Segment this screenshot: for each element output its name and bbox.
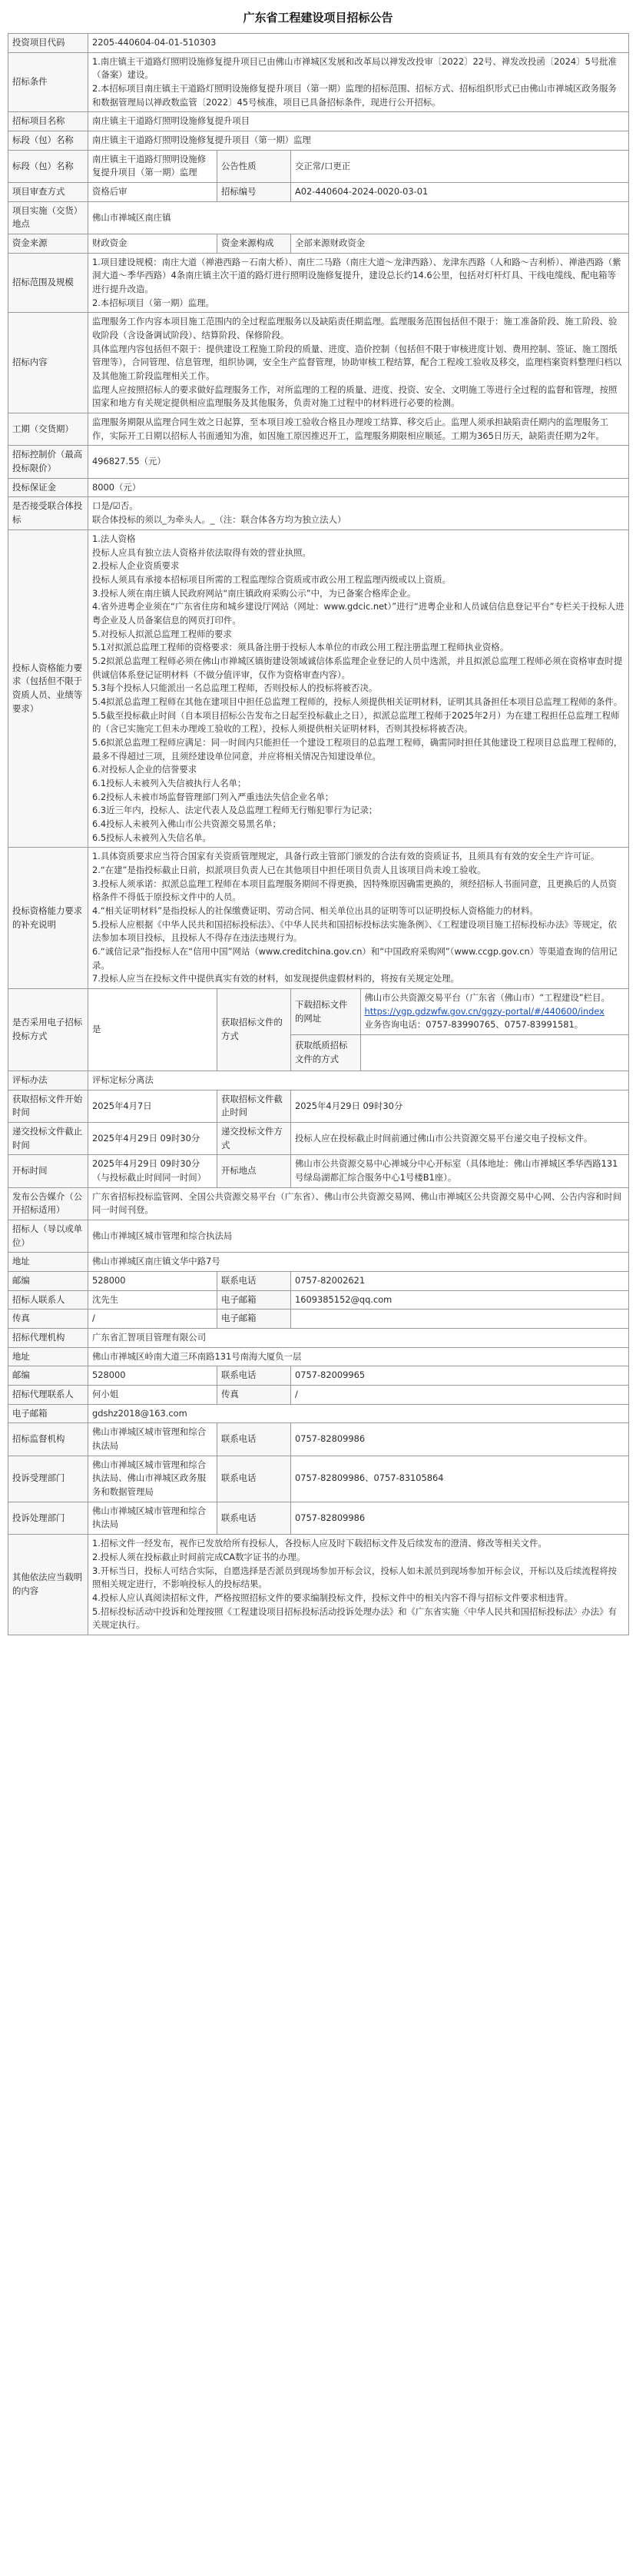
supervise-phone: 0757-82809986: [291, 1423, 629, 1456]
other-value: [88, 1535, 629, 1635]
qualification-item: 投标人须具有承接本招标项目所需的工程监理综合资质或市政公用工程监理丙级或以上资质。: [92, 573, 452, 585]
page-title: 广东省工程建设项目招标公告: [243, 11, 393, 25]
platform-value: 是: [88, 989, 217, 1071]
doc-end: 2025年4月29日 09时30分: [291, 1090, 629, 1122]
content-text-1: 监理服务工作内容本项目施工范围内的全过程监理服务以及缺陷责任期监理。监理服务范围包括但不限于：施工准备阶段、施工阶段、验收阶段（含设备调试阶段）、结算阶段、保修阶段。: [92, 316, 618, 341]
qualification-item: 投标人应具有独立法人资格并依法取得有效的营业执照。: [92, 546, 311, 558]
row-doc-time: [8, 1090, 629, 1122]
platform-label: 是否采用电子招标投标方式: [8, 989, 88, 1071]
qualification-item: 6.2投标人未被市场监督管理部门列入严重违法失信企业名单；: [92, 791, 334, 802]
agent-phone-label: 联系电话: [217, 1366, 291, 1386]
qualification-item: 4.省外进粤企业须在“广东省住房和城乡建设厅网站（网址：www.gdcic.net）”进行“进粤企业和人员诚信信息登记平台”专栏关于投标人进粤企业及人员备案信息的网页打印件。: [92, 601, 624, 626]
download-value: [360, 989, 628, 1035]
owner: 佛山市禅城区城市管理和综合执法局: [88, 1220, 629, 1253]
consortium-text-2: 联合体投标的须以_为牵头人。_（注：联合体各方均为独立法人）: [92, 514, 346, 526]
review-value: [88, 848, 629, 989]
price-value: 496827.55（元）: [88, 446, 629, 478]
row-agent-email: [8, 1404, 629, 1423]
paper-doc-label: 获取纸质招标文件的方式: [291, 1035, 360, 1071]
complaint-phone: 0757-82809986、0757-83105864: [291, 1456, 629, 1502]
qualification-item: 6.5投标人未被列入失信名单。: [92, 832, 211, 843]
scope-value: [88, 253, 629, 313]
email-label: 电子邮箱: [217, 1290, 291, 1310]
zip: 528000: [88, 1272, 217, 1291]
qualification-item: 6.3近三年内，投标人、法定代表人及总监理工程师无行贿犯罪行为记录；: [92, 805, 378, 816]
agent-person: 何小姐: [88, 1386, 217, 1405]
row-supervise: [8, 1423, 629, 1456]
doc-start-label: 获取招标文件开始时间: [8, 1090, 88, 1122]
section-name: 南庄镇主干道路灯照明设施修复提升项目（第一期）监理: [88, 131, 629, 151]
agent-person-label: 招标代理联系人: [8, 1386, 88, 1405]
row-section-name: [8, 131, 629, 151]
qualification-item: 5.2拟派总监理工程师必须在佛山市禅城区镇街建设领域诚信体系监理企业登记的人员中选派，并且拟派总监理工程师必须在资格审查时提供诚信体系登记证明材料（不做分值评审，仅作为资格审查内容）。: [92, 655, 623, 680]
row-method: [8, 1071, 629, 1090]
other-label: 其他依法应当载明的内容: [8, 1535, 88, 1635]
review-label: 投标资格能力要求的补充说明: [8, 848, 88, 989]
open-time: 2025年4月29日 09时30分（与投标截止时间同一时间）: [88, 1155, 217, 1187]
row-agent-person: [8, 1386, 629, 1405]
email: 1609385152@qq.com: [291, 1290, 629, 1310]
qualification-item: 5.5截至投标截止时间（自本项目招标公告发布之日起至投标截止之日），拟派总监理工程师于2025年2月）为在建工程担任总监理工程师的（含已实施完工但未办理竣工验收的工程），投标人须提供相关证明材料，否则其投标将被否决。: [92, 709, 620, 735]
media-label: 发布公告媒介（公开招标适用）: [8, 1187, 88, 1220]
row-fax: [8, 1310, 629, 1329]
row-code: [8, 34, 629, 53]
complaint: 佛山市禅城区城市管理和综合执法局、佛山市禅城区政务服务和数据管理局: [88, 1456, 217, 1502]
agent-fax: /: [291, 1386, 629, 1405]
content-text-3: 监理人应按照招标人的要求做好监理服务工作，对所监理的工程的质量、进度、投资、安全、文明施工等进行全过程的监督和管理，按照国家和地方有关规定提供相应监理服务及其他服务，负责对施工过程中的材料进行必要的检测。: [92, 383, 618, 409]
agent: 广东省汇智项目管理有限公司: [88, 1329, 629, 1348]
code-label: 投资项目代码: [8, 34, 88, 53]
submit-end: 2025年4月29日 09时30分: [88, 1123, 217, 1155]
qualification-item: 2.投标人企业资质要求: [92, 560, 180, 572]
qualification-label: 投标人资格能力要求（包括但不限于资质人员、业绩等要求）: [8, 529, 88, 847]
fund-ratio: 全部来源财政资金: [291, 234, 629, 254]
period-label: 工期（交货期）: [8, 413, 88, 446]
site: 佛山市禅城区南庄镇: [88, 201, 629, 234]
method-label: 评标办法: [8, 1071, 88, 1090]
other-item: 4.投标人应认真阅读招标文件，严格按照招标文件的要求编制投标文件，投标文件中的相关内容不得与招标文件要求相违背。: [92, 1592, 573, 1603]
row-complaint: [8, 1456, 629, 1502]
person: 沈先生: [88, 1290, 217, 1310]
paper-doc-value: [360, 1035, 628, 1071]
row-owner: [8, 1220, 629, 1253]
download-text-2: 业务咨询电话：0757-83990765、0757-83991581。: [364, 1019, 584, 1031]
qualification-item: 6.1投标人未被列入失信被执行人名单；: [92, 777, 247, 788]
get-doc-label: 获取招标文件的方式: [217, 989, 291, 1071]
period-text: 监理服务期限从监理合同生效之日起算，至本项目竣工验收合格且办理竣工结算、移交后止。监理人须承担缺陷责任期内的监理服务工作，实际开工日期以招标人书面通知为准，如因施工原因推迟开工，监理服务期限相应顺延。工期为365日历天，缺陷责任期为2年。: [88, 413, 629, 446]
notice-page: [8, 0, 628, 1643]
doc-start: 2025年4月7日: [88, 1090, 217, 1122]
row-period: [8, 413, 629, 446]
content-label: 招标内容: [8, 313, 88, 413]
row-other: [8, 1535, 629, 1635]
number-label: 招标编号: [217, 183, 291, 202]
open-place: 佛山市公共资源交易中心禅城分中心开标室（具体地址：佛山市禅城区季华西路131号绿岛湖都汇综合服务中心1号楼B1座）。: [291, 1155, 629, 1187]
row-review: [8, 848, 629, 989]
qualification-item: 3.投标人须在南庄镇人民政府网站“南庄镇政府采购公示”中，为已备案合格库企业。: [92, 587, 416, 599]
row-project-name: [8, 112, 629, 131]
consortium-label: 是否接受联合体投标: [8, 497, 88, 529]
handle-label: 投诉处理部门: [8, 1502, 88, 1534]
handle-phone: 0757-82809986: [291, 1502, 629, 1534]
get-doc-cell: [291, 989, 629, 1071]
qualification-item: 5.对投标人拟派总监理工程师的要求: [92, 628, 232, 639]
person-label: 招标人联系人: [8, 1290, 88, 1310]
scope-text-1: 1.项目建设规模：南庄大道（禅港西路－石南大桥）、南庄二马路（南庄大道～龙津西路）、龙津东西路（人和路～吉利桥）、禅港西路（紫洞大道～季华西路）4条南庄镇主次干道的路灯进行照明设施修复提升，建设总长约14.6公里，包括对灯杆灯具、干线电缆线、配电箱等进行提升改造。: [92, 256, 621, 295]
row-approval: [8, 183, 629, 202]
section-name-label-2: 标段（包）名称: [8, 150, 88, 182]
qualification-item: 5.4拟派总监理工程师在其他在建项目中担任总监理工程师的，投标人须提供相关证明材料，证明其具备担任本项目总监理工程师的条件。: [92, 695, 623, 707]
row-site: [8, 201, 629, 234]
other-item: 1.招标文件一经发布，视作已发放给所有投标人，各投标人应及时下载招标文件及后续发布的澄清、修改等相关文件。: [92, 1538, 547, 1549]
open-time-label: 开标时间: [8, 1155, 88, 1187]
row-person: [8, 1290, 629, 1310]
doc-end-label: 获取招标文件截止时间: [217, 1090, 291, 1122]
row-open: [8, 1155, 629, 1187]
email-label-2: 电子邮箱: [217, 1310, 291, 1329]
agent-phone: 0757-82009965: [291, 1366, 629, 1386]
agent-zip-label: 邮编: [8, 1366, 88, 1386]
section-name-2: 南庄镇主干道路灯照明设施修复提升项目（第一期）监理: [88, 150, 217, 182]
project-name: 南庄镇主干道路灯照明设施修复提升项目: [88, 112, 629, 131]
row-qualification: [8, 529, 629, 847]
condition-text-2: 2.本招标项目南庄镇主干道路灯照明设施修复提升项目（第一期）监理的招标范围、招标方式、招标组织形式已由佛山市禅城区政务服务和数据管理局以禅政数监管〔2022〕45号核准，项目已具备招标条件，现进行公开招标。: [92, 83, 617, 108]
row-address: [8, 1253, 629, 1272]
download-label: 下载招标文件的网址: [291, 989, 360, 1035]
fund-ratio-label: 资金来源构成: [217, 234, 291, 254]
agent-email-label: 电子邮箱: [8, 1404, 88, 1423]
complaint-phone-label: 联系电话: [217, 1456, 291, 1502]
open-place-label: 开标地点: [217, 1155, 291, 1187]
owner-label: 招标人（导以或单位）: [8, 1220, 88, 1253]
review-item: 1.具体资质要求应当符合国家有关资质管理规定，具备行政主管部门颁发的合法有效的资质证书，且须具有有效的安全生产许可证。: [92, 851, 600, 862]
approval: 资格后审: [88, 183, 217, 202]
row-fund: [8, 234, 629, 254]
agent-address: 佛山市禅城区岭南大道三环南路131号南海大厦负一层: [88, 1347, 629, 1366]
bid-number: A02-440604-2024-0020-03-01: [291, 183, 629, 202]
fund-source-label: 资金来源: [8, 234, 88, 254]
row-agent-address: [8, 1347, 629, 1366]
condition-value: [88, 52, 629, 112]
public-form-label: 公告性质: [217, 150, 291, 182]
qualification-item: 6.对投标人企业的信誉要求: [92, 764, 197, 775]
address: 佛山市禅城区南庄镇文华中路7号: [88, 1253, 629, 1272]
media-value: 广东省招标投标监管网、全国公共资源交易平台（广东省）、佛山市公共资源交易网、佛山市禅城区公共资源交易中心网、公告内容和时间同一时间刊登。: [88, 1187, 629, 1220]
consortium-text-1: 口是/☑否。: [92, 500, 138, 512]
email-2: [291, 1310, 629, 1329]
fund-source: 财政资金: [88, 234, 217, 254]
handle: 佛山市禅城区城市管理和综合执法局: [88, 1502, 217, 1534]
row-consortium: [8, 497, 629, 529]
row-platform: [8, 989, 629, 1071]
project-code: 2205-440604-04-01-510303: [88, 34, 629, 53]
handle-phone-label: 联系电话: [217, 1502, 291, 1534]
review-item: 6.“诚信记录”指投标人在“信用中国”网站（www.creditchina.gov.cn）和“中国政府采购网”（www.ccgp.gov.cn）等渠道查询的信用记录。: [92, 945, 618, 971]
row-scope: [8, 253, 629, 313]
consortium-value: [88, 497, 629, 529]
other-item: 2.投标人须在投标截止时间前完成CA数字证书的办理。: [92, 1551, 306, 1562]
price-label: 招标控制价（最高投标限价）: [8, 446, 88, 478]
row-price: [8, 446, 629, 478]
other-item: 3.开标当日，投标人可结合实际，自愿选择是否派员到现场参加开标会议，投标人如未派员到现场参加开标会议，开标以及后续流程将按照相关规定进行，不影响投标人的投标结果。: [92, 1565, 617, 1590]
scope-text-2: 2.本招标项目（第一期）监理。: [92, 297, 214, 308]
review-item: 7.投标人应当在投标文件中提供真实有效的材料，如发现提供虚假材料的，将按有关规定处理。: [92, 973, 459, 984]
bond-value: 8000（元）: [88, 478, 629, 497]
download-text-1: 佛山市公共资源交易平台（广东省（佛山市）“工程建设”栏目。: [364, 992, 610, 1003]
row-content: [8, 313, 629, 413]
fax-label: 传真: [8, 1310, 88, 1329]
supervise-label: 招标监督机构: [8, 1423, 88, 1456]
row-zip: [8, 1272, 629, 1291]
row-bond: [8, 478, 629, 497]
review-item: 4.“相关证明材料”是指投标人的社保缴费证明、劳动合同、相关单位出具的证明等可以证明投标人资格能力的材料。: [92, 905, 538, 916]
row-media: [8, 1187, 629, 1220]
review-item: 3.投标人须承诺：拟派总监理工程师在本项目监理服务期间不得更换，因特殊原因确需更换的，须经招标人书面同意，且更换后的人员资格条件不得低于原投标文件中的人员。: [92, 878, 617, 903]
public-form: 交正常/口更正: [291, 150, 629, 182]
row-agent: [8, 1329, 629, 1348]
content-value: [88, 313, 629, 413]
agent-label: 招标代理机构: [8, 1329, 88, 1348]
scope-label: 招标范围及规模: [8, 253, 88, 313]
supervise: 佛山市禅城区城市管理和综合执法局: [88, 1423, 217, 1456]
complaint-label: 投诉受理部门: [8, 1456, 88, 1502]
condition-label: 招标条件: [8, 52, 88, 112]
project-name-label: 招标项目名称: [8, 112, 88, 131]
qualification-value: [88, 529, 629, 847]
fax: /: [88, 1310, 217, 1329]
bond-label: 投标保证金: [8, 478, 88, 497]
site-label: 项目实施（交货）地点: [8, 201, 88, 234]
content-text-2: 具体监理内容包括但不限于：提供建设工程施工阶段的质量、进度、造价控制（包括但不限于审核进度计划、费用控制、签证、施工图纸管理等），合同管理、信息管理，组织协调，安全生产监督管理，协助审核工程结算，配合工程竣工验收及移交，监理档案资料整理归档以及其他施工阶段监理相关工作。: [92, 343, 622, 382]
zip-label: 邮编: [8, 1272, 88, 1291]
agent-zip: 528000: [88, 1366, 217, 1386]
address-label: 地址: [8, 1253, 88, 1272]
row-handle: [8, 1502, 629, 1534]
qualification-item: 6.4投标人未被列入佛山市公共资源交易黑名单；: [92, 818, 281, 829]
qualification-item: 5.6拟派总监理工程师应满足：同一时间内只能担任一个建设工程项目的总监理工程师，确需同时担任其他建设工程项目总监理工程师的，最多不得超过三项，且须经建设单位同意，并应将相关情况告知建设单位。: [92, 736, 623, 762]
submit-end-label: 递交投标文件截止时间: [8, 1123, 88, 1155]
condition-text-1: 1.南庄镇主干道路灯照明设施修复提升项目已由佛山市禅城区发展和改革局以禅发改投审〔2022〕22号、禅发改投函〔2024〕5号批准（备案）建设。: [92, 55, 617, 81]
get-doc-subtable: [291, 989, 628, 1071]
supervise-phone-label: 联系电话: [217, 1423, 291, 1456]
contact-phone: 0757-82002621: [291, 1272, 629, 1291]
row-condition: [8, 52, 629, 112]
notice-table: [8, 33, 629, 1635]
submit-way: 投标人应在投标截止时间前通过佛山市公共资源交易平台递交电子投标文件。: [291, 1123, 629, 1155]
method-value: 评标定标分离法: [88, 1071, 629, 1090]
contact-label: 联系电话: [217, 1272, 291, 1291]
review-item: 5.投标人应根据《中华人民共和国招标投标法》、《中华人民共和国招标投标法实施条例》、《工程建设项目施工招标投标办法》等规定，依法参加本项目投标，且投标人不得存在违法违规行为。: [92, 918, 617, 944]
agent-fax-label: 传真: [217, 1386, 291, 1405]
qualification-item: 5.3每个投标人只能派出一名总监理工程师，否则投标人的投标将被否决。: [92, 682, 378, 694]
submit-way-label: 递交投标文件方式: [217, 1123, 291, 1155]
section-name-label: 标段（包）名称: [8, 131, 88, 151]
agent-email: gdshz2018@163.com: [88, 1404, 629, 1423]
agent-address-label: 地址: [8, 1347, 88, 1366]
row-submit: [8, 1123, 629, 1155]
qualification-item: 5.1对拟派总监理工程师的资格要求：须具备注册于投标人本单位的市政公用工程注册监理工程师执业资格。: [92, 642, 509, 653]
download-link[interactable]: https://ygp.gdzwfw.gov.cn/ggzy-portal/#/440600/index: [364, 1005, 605, 1017]
qualification-item: 1.法人资格: [92, 533, 136, 544]
row-agent-zip: [8, 1366, 629, 1386]
row-section-form: [8, 150, 629, 182]
other-item: 5.招标投标活动中投诉和处理按照《工程建设项目招标投标活动投诉处理办法》和《广东省实施〈中华人民共和国招标投标法〉办法》有关规定执行。: [92, 1605, 617, 1631]
approval-label: 项目审查方式: [8, 183, 88, 202]
review-item: 2.“在建”是指投标截止日前，拟派项目负责人已在其他项目中担任项目负责人且该项目尚未竣工验收。: [92, 864, 486, 875]
